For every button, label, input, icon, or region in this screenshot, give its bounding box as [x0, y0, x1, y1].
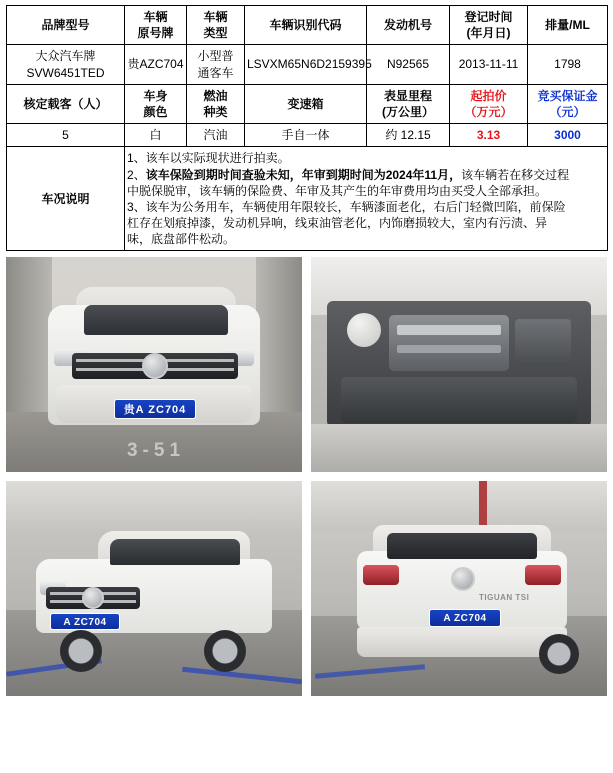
value-fuel-type: 汽油: [187, 124, 245, 147]
header-plate-line1: 车辆: [143, 10, 168, 24]
vehicle-photo-grid: [6, 257, 607, 696]
value-type-line2: 通客车: [197, 65, 234, 80]
header-plate-line2: 原号牌: [137, 26, 174, 41]
note-line-6: 味，底盘部件松动。: [127, 232, 236, 247]
value-deposit: 3000: [528, 124, 608, 147]
lower-engine-cover: [341, 377, 577, 423]
header-vehicle-type: [187, 6, 245, 45]
vehicle-auction-sheet: [0, 5, 613, 773]
header-brand: 品牌型号: [7, 6, 125, 45]
header-fuel-type: [187, 84, 245, 123]
condition-note-label: 车况说明: [7, 147, 125, 251]
header-engine-number: 发动机号: [367, 6, 450, 45]
header-type-line2: 类型: [203, 26, 228, 41]
header-deposit: [528, 84, 608, 123]
header-mileage-line1: 表显里程: [383, 88, 432, 103]
license-plate: A ZC704: [429, 609, 501, 627]
value-brand-line2: SVW6451TED: [26, 65, 105, 80]
note-line-2: [127, 167, 605, 183]
rear-window: [387, 533, 537, 559]
note-line-4: 3、该车为公务用车，车辆使用年限较长，车辆漆面老化，右后门轻微凹陷，前保险: [127, 199, 566, 214]
garage-ceiling: [6, 481, 302, 537]
table-row-header-1: [7, 6, 608, 45]
parking-space-mark: 3-51: [126, 440, 186, 462]
photo-rear-view: [311, 481, 607, 696]
header-start-line2: （万元）: [464, 104, 513, 119]
model-badge: TIGUAN TSI: [479, 593, 530, 603]
license-plate: 贵A ZC704: [114, 399, 196, 419]
value-registration-date: 2013-11-11: [450, 45, 528, 84]
photo-front-three-quarter: [6, 481, 302, 696]
note-line-2-prefix: 2、: [127, 167, 146, 182]
header-deposit-line1: 竞买保证金: [537, 88, 598, 103]
header-gearbox: 变速箱: [245, 84, 367, 123]
condition-note-body: [125, 147, 608, 251]
taillight-left: [363, 565, 399, 585]
header-body-color: [125, 84, 187, 123]
header-mileage: [367, 84, 450, 123]
value-vin: LSVXM65N6D2159395: [245, 45, 367, 84]
value-displacement: 1798: [528, 45, 608, 84]
note-line-1: 1、该车以实际现状进行拍卖。: [127, 151, 290, 166]
header-displacement: 排量/ML: [528, 6, 608, 45]
header-reg-line2: (年月日): [466, 26, 511, 41]
windshield: [84, 305, 228, 335]
value-starting-price: 3.13: [450, 124, 528, 147]
note-line-3: 中脱保脱审，该车辆的保险费、年审及其产生的年审费用均由买受人全部承担。: [127, 183, 548, 198]
side-glass: [110, 539, 240, 565]
note-line-2-bold: 该车保险到期时间查验未知，年审到期时间为2024年11月，: [145, 167, 462, 182]
header-mileage-line2: (万公里）: [382, 104, 434, 119]
vehicle-spec-table: [6, 5, 608, 251]
value-body-color: 白: [125, 124, 187, 147]
rear-bumper: [357, 627, 567, 657]
header-registration-date: [450, 6, 528, 45]
front-bumper-edge: [311, 424, 607, 472]
table-row-header-2: [7, 84, 608, 123]
value-brand: [7, 45, 125, 84]
header-fuel-line2: 种类: [203, 104, 228, 119]
photo-front-view: [6, 257, 302, 472]
header-fuel-line1: 燃油: [203, 88, 228, 103]
header-color-line1: 车身: [143, 88, 168, 103]
note-line-2-suffix: 该车辆若在移交过程: [461, 167, 570, 182]
value-mileage: 约 12.15: [367, 124, 450, 147]
photo-engine-bay: [311, 257, 607, 472]
value-vehicle-type: [187, 45, 245, 84]
note-line-5: 杠存在划痕掉漆，发动机异响，线束油管老化，内饰磨损较大，室内有污渍、异: [127, 216, 548, 231]
header-starting-price: [450, 84, 528, 123]
header-type-line1: 车辆: [203, 10, 228, 24]
header-plate: [125, 6, 187, 45]
battery-box: [515, 319, 571, 365]
taillight-right: [525, 565, 561, 585]
table-row-values-2: [7, 124, 608, 147]
value-engine-number: N92565: [367, 45, 450, 84]
header-deposit-line2: （元）: [549, 104, 586, 119]
value-seats: 5: [7, 124, 125, 147]
engine-block: [389, 315, 509, 371]
header-seats: 核定载客（人）: [7, 84, 125, 123]
value-gearbox: 手自一体: [245, 124, 367, 147]
table-row-condition-note: [7, 147, 608, 251]
value-type-line1: 小型普: [197, 49, 234, 64]
value-brand-line1: 大众汽车牌: [35, 49, 96, 64]
header-vin: 车辆识别代码: [245, 6, 367, 45]
license-plate: A ZC704: [50, 613, 120, 630]
garage-ceiling: [311, 481, 607, 531]
header-start-line1: 起拍价: [470, 88, 507, 103]
table-row-values-1: [7, 45, 608, 84]
value-plate: 贵AZC704: [125, 45, 187, 84]
header-reg-line1: 登记时间: [464, 10, 513, 24]
header-color-line2: 颜色: [143, 104, 168, 119]
